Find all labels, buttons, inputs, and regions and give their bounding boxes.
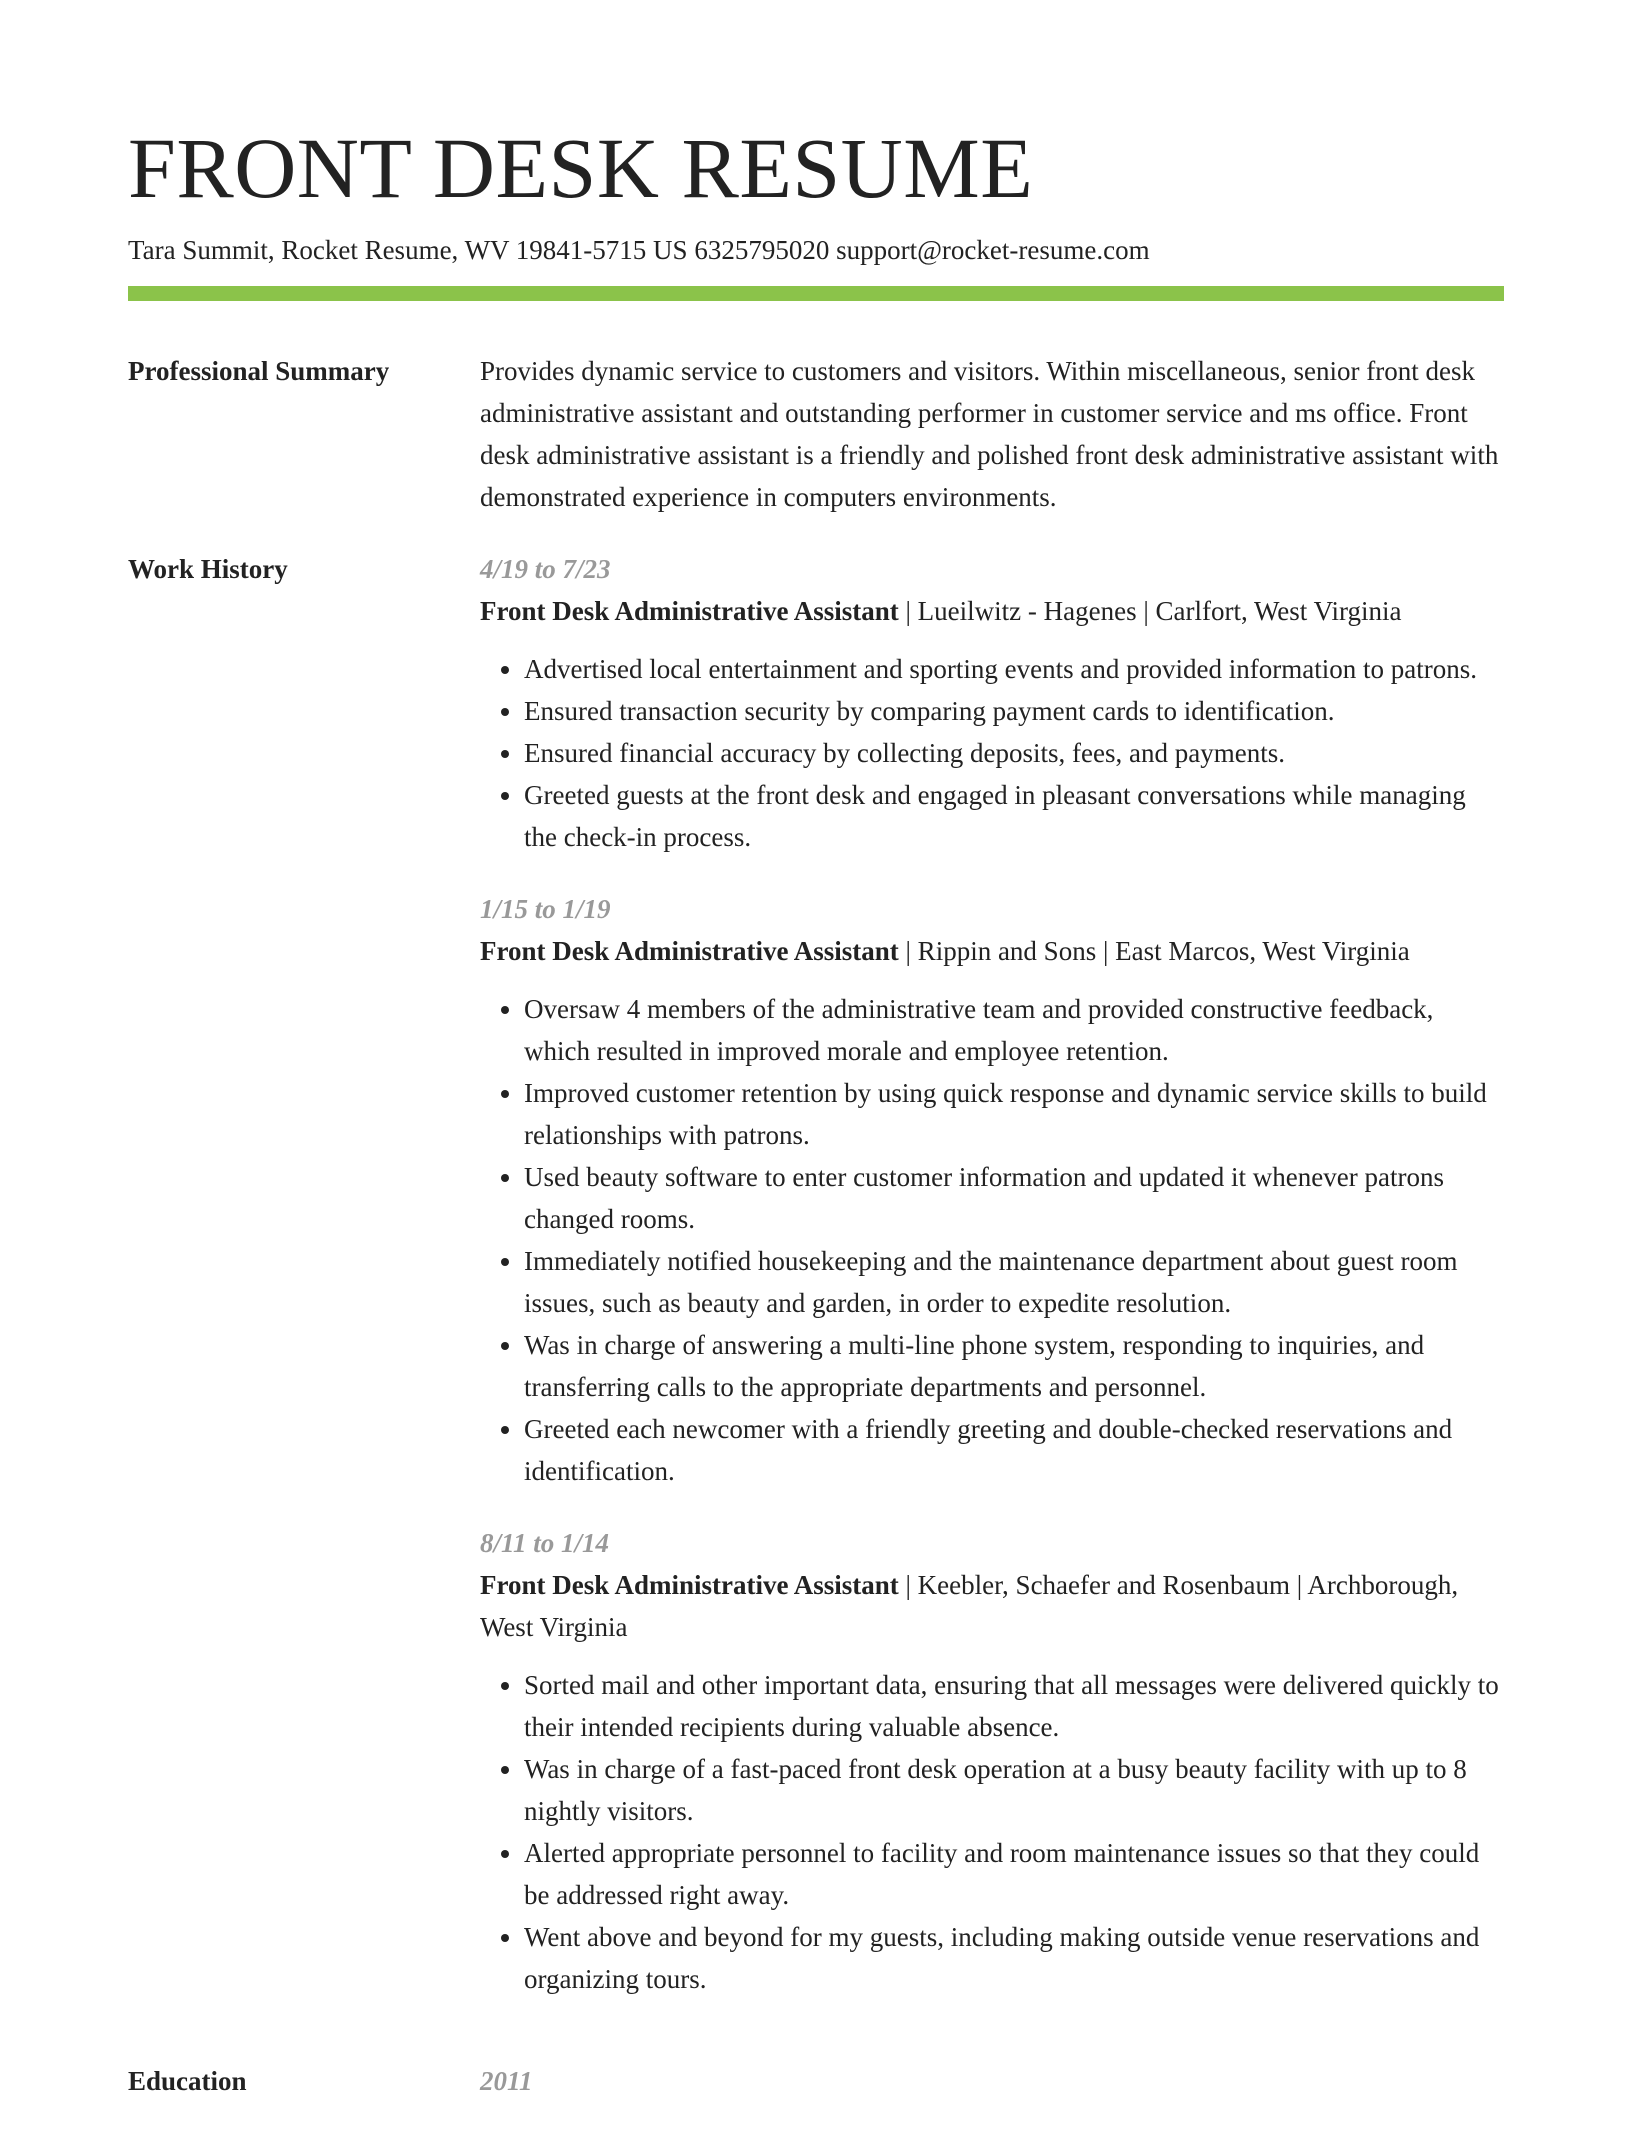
job-header bbox=[480, 1564, 1504, 1648]
job-title: Front Desk Administrative Assistant bbox=[480, 1570, 899, 1600]
work-history-heading: Work History bbox=[128, 554, 288, 584]
job-bullet: • Went above and beyond for my guests, including making outside venue reservations and organizing tours. bbox=[524, 1916, 1504, 2000]
summary-text: Provides dynamic service to customers and visitors. Within miscellaneous, senior front desk administrative assistant and outstanding performer in customer service and ms office. Front desk administrative assistant is a friendly and polished front desk administrative assistant with demonstrated experience in computers environments. bbox=[480, 356, 1499, 512]
job-bullet: • Alerted appropriate personnel to facility and room maintenance issues so that they could be addressed right away. bbox=[524, 1832, 1504, 1916]
job-dates: 4/19 to 7/23 bbox=[480, 554, 611, 584]
job-entry bbox=[480, 888, 1504, 1492]
job-dates: 8/11 to 1/14 bbox=[480, 1528, 610, 1558]
job-entry bbox=[480, 1522, 1504, 2000]
job-dates: 1/15 to 1/19 bbox=[480, 894, 611, 924]
job-bullets bbox=[480, 1664, 1504, 2000]
job-title: Front Desk Administrative Assistant bbox=[480, 936, 899, 966]
job-bullet: • Was in charge of a fast-paced front desk operation at a busy beauty facility with up to 8 nightly visitors. bbox=[524, 1748, 1504, 1832]
job-header bbox=[480, 930, 1504, 972]
resume-title: FRONT DESK RESUME bbox=[128, 120, 1034, 216]
job-bullet: • Greeted guests at the front desk and engaged in pleasant conversations while managing the check-in process. bbox=[524, 774, 1504, 858]
job-bullet: • Was in charge of answering a multi-line phone system, responding to inquiries, and transferring calls to the appropriate departments and personnel. bbox=[524, 1324, 1504, 1408]
contact-line: Tara Summit, Rocket Resume, WV 19841-5715 US 6325795020 support@rocket-resume.com bbox=[128, 235, 1150, 265]
job-bullet: • Immediately notified housekeeping and the maintenance department about guest room issues, such as beauty and garden, in order to expedite resolution. bbox=[524, 1240, 1504, 1324]
job-bullet: • Ensured transaction security by comparing payment cards to identification. bbox=[524, 690, 1504, 732]
job-details: | Keebler, Schaefer and Rosenbaum | Archborough, West Virginia bbox=[480, 1570, 1459, 1642]
job-bullet: • Improved customer retention by using quick response and dynamic service skills to build relationships with patrons. bbox=[524, 1072, 1504, 1156]
job-title: Front Desk Administrative Assistant bbox=[480, 596, 899, 626]
job-details: | Rippin and Sons | East Marcos, West Virginia bbox=[898, 936, 1410, 966]
job-bullet: • Advertised local entertainment and sporting events and provided information to patrons. bbox=[524, 648, 1504, 690]
job-bullet: • Sorted mail and other important data, ensuring that all messages were delivered quickly to their intended recipients during valuable absence. bbox=[524, 1664, 1504, 1748]
job-bullets bbox=[480, 648, 1504, 858]
resume-content bbox=[128, 350, 1504, 2132]
job-header bbox=[480, 590, 1504, 632]
header-divider bbox=[128, 286, 1504, 301]
education-date: 2011 bbox=[480, 2066, 533, 2096]
job-bullet: • Ensured financial accuracy by collecting deposits, fees, and payments. bbox=[524, 732, 1504, 774]
education-heading: Education bbox=[128, 2066, 247, 2096]
job-details: | Lueilwitz - Hagenes | Carlfort, West Virginia bbox=[898, 596, 1402, 626]
job-bullet: • Oversaw 4 members of the administrative team and provided constructive feedback, which resulted in improved morale and employee retention. bbox=[524, 988, 1504, 1072]
education-body bbox=[480, 2060, 1504, 2102]
education-section bbox=[128, 2060, 1504, 2102]
work-history-section bbox=[128, 548, 1504, 2030]
job-entry bbox=[480, 548, 1504, 858]
job-bullet: • Used beauty software to enter customer information and updated it whenever patrons changed rooms. bbox=[524, 1156, 1504, 1240]
work-history-list bbox=[480, 548, 1504, 2030]
summary-heading: Professional Summary bbox=[128, 356, 390, 386]
job-bullets bbox=[480, 988, 1504, 1492]
summary-section bbox=[128, 350, 1504, 518]
job-bullet: • Greeted each newcomer with a friendly greeting and double-checked reservations and identification. bbox=[524, 1408, 1504, 1492]
